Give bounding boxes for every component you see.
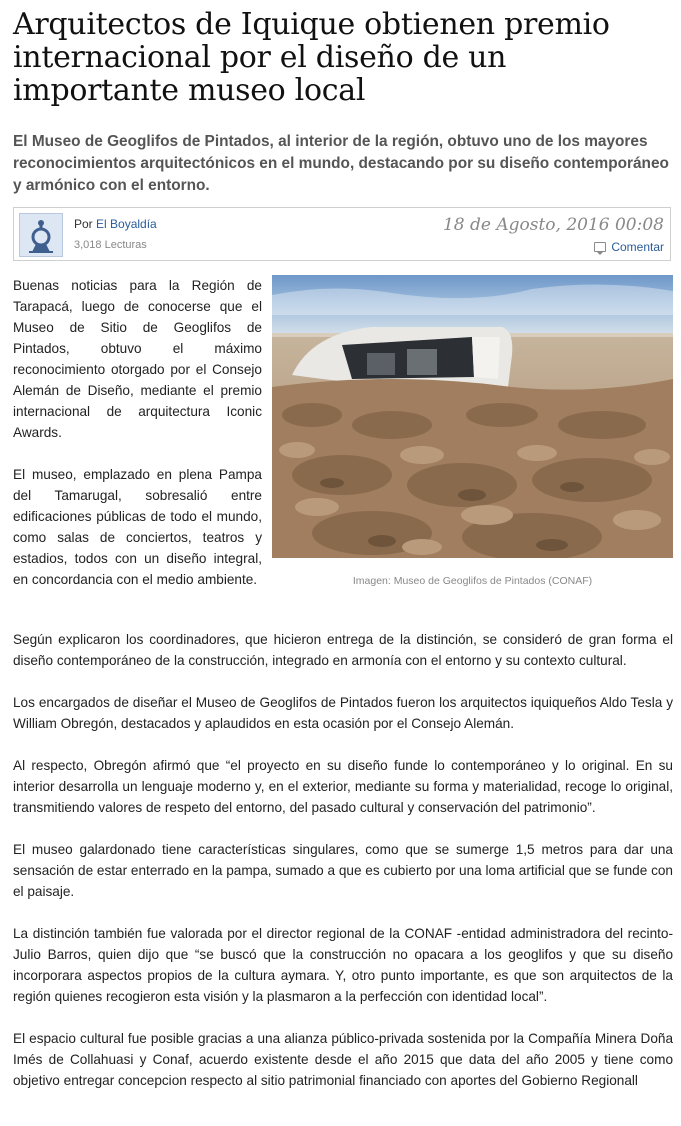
comment-label: Comentar [611,240,664,254]
paragraph: Al respecto, Obregón afirmó que “el proyecto en su diseño funde lo contemporáneo y lo original. En su interior desarrolla un lenguaje moderno y, en el exterior, mediante su forma y materialidad, recoge lo original, transmitiendo valores de respeto del entorno, del pasado cultural y conservación del patrimonio”. [13,758,673,815]
publish-date: 18 de Agosto, 2016 00:08 [442,215,664,235]
paragraph: Los encargados de diseñar el Museo de Geoglifos de Pintados fueron los arquitectos iquiqueños Aldo Tesla y William Obregón, destacados y aplaudidos en esta ocasión por el Consejo Alemán. [13,695,673,731]
read-count: 3,018 Lecturas [74,239,147,251]
author-link[interactable]: El Boyaldía [96,217,157,231]
full-width-text [13,629,673,1112]
article-lead: El Museo de Geoglifos de Pintados, al interior de la región, obtuvo uno de los mayores reconocimientos arquitectónicos en el mundo, destacando por su diseño contemporáneo y armónico con el entorno. [13,133,669,194]
article-figure [272,275,673,592]
museum-photo [272,275,673,558]
paragraph: El museo galardonado tiene características singulares, como que se sumerge 1,5 metros para dar una sensación de estar enterrado en la pampa, sumado a que es cubierto por una loma artificial que se funde con el paisaje. [13,842,673,899]
paragraph: La distinción también fue valorada por el director regional de la CONAF -entidad administradora del recinto- Julio Barros, quien dijo que “se buscó que la construcción no opacara a los geoglifos y que su diseño incorporara aspectos propios de la cultura aymara. Y, otro punto importante, es que son arquitectos de la región quienes recogieron esta visión y la plasmaron a la perfección con identidad local”. [13,926,673,1004]
comment-icon [594,242,606,252]
intro-column [13,275,262,611]
article-meta [13,207,671,261]
author-line [74,217,157,231]
comment-button[interactable] [594,240,664,254]
author-avatar[interactable] [19,213,63,257]
image-caption: Imagen: Museo de Geoglifos de Pintados (CONAF) [352,575,593,587]
newspaper-logo-icon [20,214,62,256]
paragraph: Buenas noticias para la Región de Tarapacá, luego de conocerse que el Museo de Sitio de Geoglifos de Pintados, obtuvo el máximo reconocimiento otorgado por el Consejo Alemán de Diseño, mediante el premio internacional de arquitectura Iconic Awards. [13,278,262,440]
article-title: Arquitectos de Iquique obtienen premio internacional por el diseño de un importante museo local [13,7,610,108]
by-label: Por [74,217,93,231]
paragraph: El museo, emplazado en plena Pampa del Tamarugal, sobresalió entre edificaciones públicas de todo el mundo, como salas de conciertos, teatros y estadios, todos con un diseño integral, en concordancia con el medio ambiente. [13,467,262,587]
paragraph: El espacio cultural fue posible gracias a una alianza público-privada sostenida por la Compañía Minera Doña Imés de Collahuasi y Conaf, acuerdo existente desde el año 2015 que data del año 2005 y tiene como objetivo entregar concepcion respecto al sitio patrimonial financiado con aportes del Gobierno Regionall [13,1031,673,1088]
paragraph: Según explicaron los coordinadores, que hicieron entrega de la distinción, se consideró de gran forma el diseño contemporáneo de la construcción, integrado en armonía con el entorno y su contexto cultural. [13,632,673,668]
